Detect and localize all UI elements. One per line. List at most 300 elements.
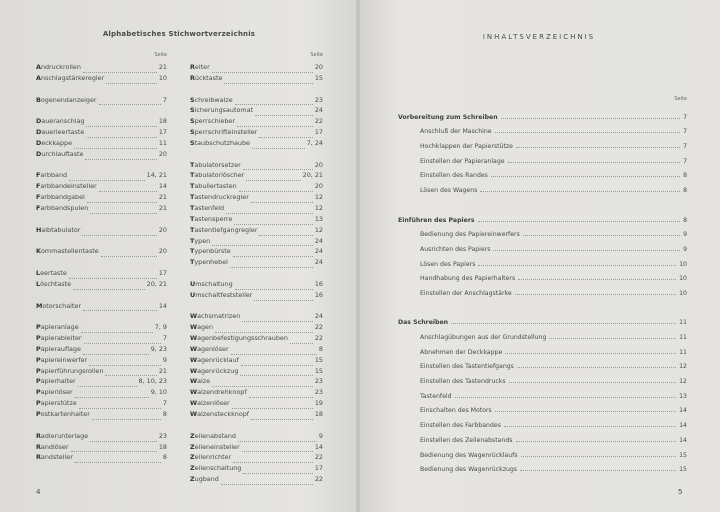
dot-leader <box>233 249 313 257</box>
index-gap <box>36 311 167 322</box>
toc-entry-page: 12 <box>679 378 687 386</box>
index-entry <box>190 409 323 420</box>
index-pages: 8 <box>162 410 167 418</box>
index-entry <box>190 214 323 225</box>
dot-leader <box>212 379 313 387</box>
index-term: Radierunterlage <box>36 431 89 440</box>
toc-entry <box>398 121 687 136</box>
index-column-2 <box>190 52 323 485</box>
toc-entry <box>398 444 687 459</box>
index-term: Schreibwalze <box>190 95 233 104</box>
toc-entry-title: Bedienung des Papiereinwerfers <box>420 231 520 239</box>
dot-leader <box>243 162 313 170</box>
index-gap <box>190 268 323 279</box>
index-term: Tabulatorlöscher <box>190 171 245 180</box>
toc-entry-page: 7 <box>683 143 687 151</box>
dot-leader <box>86 130 157 138</box>
index-pages: 23 <box>314 95 323 104</box>
index-term: Zeilenschaltung <box>190 464 242 473</box>
index-entry <box>190 236 323 247</box>
dot-leader <box>241 358 313 366</box>
index-term: Zugband <box>190 475 219 484</box>
index-pages: 15 <box>314 366 323 375</box>
index-pages: 24 <box>314 106 323 115</box>
seite-label: Seite <box>154 52 167 58</box>
dot-leader <box>84 336 161 344</box>
index-gap <box>36 105 167 116</box>
index-pages: 7 <box>162 95 167 104</box>
dot-leader <box>515 294 676 295</box>
index-entry <box>190 160 323 171</box>
dot-leader <box>491 176 680 177</box>
index-pages: 9, 10 <box>150 388 167 397</box>
toc-title: INHALTSVERZEICHNIS <box>482 33 596 41</box>
index-entry <box>36 333 167 344</box>
index-pages: 9, 23 <box>150 344 167 353</box>
toc-entry <box>398 341 687 356</box>
dot-leader <box>82 228 156 236</box>
index-entry <box>190 442 323 453</box>
index-title: Alphabetisches Stichwortverzeichnis <box>102 30 256 38</box>
toc-entry-page: 11 <box>679 334 687 341</box>
index-term: Tabulatorsetzer <box>190 160 241 169</box>
index-pages: 14 <box>158 301 167 310</box>
index-pages: 7, 24 <box>306 138 323 147</box>
toc-section-heading <box>398 209 687 224</box>
index-entry <box>190 290 323 301</box>
index-pages: 23 <box>314 388 323 397</box>
index-pages: 14, 21 <box>146 171 167 180</box>
dot-leader <box>215 325 313 333</box>
index-entry <box>36 409 167 420</box>
toc-entry <box>398 385 687 400</box>
index-entry <box>36 95 167 106</box>
index-pages: 12 <box>314 203 323 212</box>
dot-leader <box>520 470 676 471</box>
toc-entry-page: 8 <box>683 216 687 224</box>
index-gap <box>190 149 323 160</box>
toc-entry <box>398 150 687 165</box>
index-pages: 12 <box>314 225 323 234</box>
index-entry <box>190 105 323 116</box>
seite-label: Seite <box>310 52 323 58</box>
index-entry <box>36 203 167 214</box>
dot-leader <box>242 314 313 322</box>
index-pages: 20, 21 <box>302 171 323 180</box>
index-entry <box>190 355 323 366</box>
dot-leader <box>212 65 313 73</box>
index-pages: 23 <box>314 377 323 386</box>
index-pages: 20 <box>314 63 323 71</box>
toc-entry <box>398 165 687 180</box>
index-entry <box>36 246 167 257</box>
toc-entry-page: 15 <box>679 451 687 459</box>
index-term: Sicherungsautomat <box>190 106 254 115</box>
index-term: Deckkappe <box>36 138 73 147</box>
toc-entry-title: Einstellen des Zeilenabstands <box>420 436 513 444</box>
index-pages: 24 <box>314 258 323 267</box>
dot-leader <box>224 76 312 84</box>
index-entry <box>36 301 167 312</box>
index-term: Tastentiefgangregler <box>190 225 258 234</box>
index-pages: 9 <box>318 431 323 440</box>
index-term: Walzendrehknopf <box>190 388 247 397</box>
index-entry <box>190 170 323 181</box>
index-pages: 21 <box>158 366 167 375</box>
index-entry <box>190 203 323 214</box>
toc-entry-title: Einschalten des Motors <box>420 407 492 415</box>
index-entry <box>190 452 323 463</box>
table-of-contents <box>398 96 687 473</box>
dot-leader <box>518 279 676 280</box>
index-entry <box>36 170 167 181</box>
index-pages: 17 <box>314 464 323 473</box>
toc-entry-title: Bedienung des Wagenrücklaufs <box>420 451 518 459</box>
index-pages: 17 <box>314 128 323 137</box>
index-term: Andruckrollen <box>36 63 81 71</box>
page-number-left: 4 <box>36 488 41 496</box>
dot-leader <box>99 184 157 192</box>
dot-leader <box>233 455 313 463</box>
dot-leader <box>523 235 680 236</box>
toc-entry-title: Einstellen der Papieranlage <box>420 157 505 165</box>
toc-entry <box>398 414 687 429</box>
index-pages: 20 <box>158 149 167 158</box>
toc-entry-page: 13 <box>679 392 687 400</box>
index-term: Wagenrücklauf <box>190 355 239 364</box>
index-entry <box>36 225 167 236</box>
toc-entry-page: 14 <box>679 436 687 444</box>
index-term: Papierlöser <box>36 388 73 397</box>
index-gap <box>36 420 167 431</box>
toc-entry-page: 14 <box>679 407 687 415</box>
index-term: Wachsmatrizen <box>190 312 241 321</box>
index-entry <box>190 225 323 236</box>
index-pages: 18 <box>158 117 167 126</box>
index-term: Löschtaste <box>36 279 72 288</box>
index-term: Farbbandspulen <box>36 203 89 212</box>
index-term: Wagenbefestigungsschrauben <box>190 334 288 343</box>
dot-leader <box>231 347 317 355</box>
dot-leader <box>235 282 313 290</box>
dot-leader <box>505 353 676 354</box>
toc-entry <box>398 268 687 283</box>
index-term: Walze <box>190 377 211 386</box>
toc-entry-page: 9 <box>683 231 687 239</box>
dot-leader <box>455 397 677 398</box>
dot-leader <box>521 456 677 457</box>
toc-entry-title: Einstellen des Tastentiefgangs <box>420 363 514 371</box>
index-pages: 20 <box>158 225 167 234</box>
seite-label: Seite <box>674 96 687 102</box>
index-pages: 23 <box>158 431 167 440</box>
dot-leader <box>478 265 676 266</box>
index-gap <box>36 290 167 301</box>
index-term: Tabuliertasten <box>190 182 237 191</box>
toc-entry-page: 10 <box>679 275 687 283</box>
toc-entry <box>398 253 687 268</box>
index-term: Dauerleertaste <box>36 128 85 137</box>
index-entry <box>36 62 167 73</box>
dot-leader <box>252 141 305 149</box>
index-pages: 16 <box>314 290 323 299</box>
index-entry <box>36 376 167 387</box>
index-term: Zeileneinsteller <box>190 442 240 451</box>
index-term: Anschlagstärkeregler <box>36 73 105 82</box>
toc-entry-title: Anschlagübungen aus der Grundstellung <box>420 334 547 341</box>
toc-entry-title: Handhabung des Papierhalters <box>420 275 516 283</box>
index-term: Farbbandgabel <box>36 193 85 202</box>
toc-entry-title: Einstellen des Farbbandes <box>420 422 501 430</box>
index-pages: 18 <box>158 442 167 451</box>
index-pages: 13 <box>314 214 323 223</box>
toc-entry-page: 7 <box>683 128 687 136</box>
dot-leader <box>83 303 157 311</box>
index-pages: 10 <box>158 73 167 82</box>
index-entry <box>36 268 167 279</box>
toc-entry <box>398 370 687 385</box>
dot-leader <box>517 367 676 368</box>
dot-leader <box>237 119 313 127</box>
dot-leader <box>255 108 313 116</box>
dot-leader <box>251 412 313 420</box>
index-entry <box>190 376 323 387</box>
index-entry <box>36 181 167 192</box>
toc-entry <box>398 224 687 239</box>
index-entry <box>190 73 323 84</box>
dot-leader <box>212 238 313 246</box>
index-pages: 22 <box>314 334 323 343</box>
dot-leader <box>83 347 149 355</box>
dot-leader <box>508 162 680 163</box>
index-pages: 16 <box>314 279 323 288</box>
index-term: Papierstütze <box>36 399 77 408</box>
toc-entry-page: 10 <box>679 260 687 268</box>
dot-leader <box>86 119 156 127</box>
index-entry <box>190 279 323 290</box>
toc-entry-title: Einstellen der Anschlagstärke <box>420 289 512 297</box>
dot-leader <box>234 217 313 225</box>
index-entry <box>190 398 323 409</box>
index-entry <box>36 442 167 453</box>
index-pages: 8 <box>318 344 323 353</box>
toc-entry <box>398 238 687 253</box>
index-pages: 21 <box>158 203 167 212</box>
dot-leader <box>239 184 313 192</box>
index-gap <box>190 84 323 95</box>
dot-leader <box>226 206 313 214</box>
index-pages: 7, 9 <box>154 323 167 332</box>
index-term: Tastensperre <box>190 214 233 223</box>
toc-entry-page: 14 <box>679 422 687 430</box>
index-term: Leertaste <box>36 269 67 278</box>
toc-entry-title: Ausrichten des Papiers <box>420 245 491 253</box>
dot-leader <box>105 368 156 376</box>
toc-entry-title: Das Schreiben <box>398 319 449 327</box>
index-term: Daueranschlag <box>36 117 85 126</box>
index-pages: 20 <box>314 182 323 191</box>
toc-entry <box>398 326 687 341</box>
index-pages: 22 <box>314 323 323 332</box>
index-entry <box>190 95 323 106</box>
index-pages: 15 <box>314 73 323 82</box>
dot-leader <box>259 130 313 138</box>
index-term: Typen <box>190 236 211 245</box>
index-term: Walzensteckknopf <box>190 410 250 418</box>
index-entry <box>36 452 167 463</box>
index-entry <box>36 192 167 203</box>
toc-entry-title: Einstellen des Randes <box>420 172 488 180</box>
index-entry <box>190 181 323 192</box>
index-term: Halbtabulator <box>36 225 81 234</box>
index-term: Farbbandeinsteller <box>36 182 97 191</box>
dot-leader <box>230 260 313 268</box>
index-gap <box>36 257 167 268</box>
dot-leader <box>254 293 312 301</box>
page-number-right: 5 <box>678 488 683 496</box>
index-pages: 20 <box>314 160 323 169</box>
index-entry <box>190 116 323 127</box>
index-term: Reiter <box>190 63 210 71</box>
dot-leader <box>90 206 157 214</box>
index-pages: 24 <box>314 312 323 321</box>
index-pages: 19 <box>314 399 323 408</box>
index-pages: 17 <box>158 128 167 137</box>
index-entry <box>36 279 167 290</box>
dot-leader <box>509 382 677 383</box>
index-entry <box>190 138 323 149</box>
dot-leader <box>516 441 677 442</box>
index-entry <box>36 431 167 442</box>
toc-entry-page: 11 <box>679 319 687 327</box>
index-pages: 17 <box>158 269 167 278</box>
toc-entry-title: Lösen des Wagens <box>420 187 478 195</box>
index-term: Walzenlöser <box>190 399 230 408</box>
dot-leader <box>78 379 137 387</box>
index-gap <box>36 160 167 171</box>
index-entry <box>36 398 167 409</box>
toc-entry-page: 10 <box>679 289 687 297</box>
index-entry <box>36 366 167 377</box>
index-entry <box>190 333 323 344</box>
dot-leader <box>480 191 680 192</box>
index-term: Randlöser <box>36 442 69 451</box>
index-entry <box>190 322 323 333</box>
dot-leader <box>242 444 313 452</box>
index-entry <box>190 62 323 73</box>
index-pages: 21 <box>158 193 167 202</box>
index-term: Postkartenhalter <box>36 410 90 418</box>
index-term: Wagenrückzug <box>190 366 239 375</box>
toc-entry-page: 8 <box>683 172 687 180</box>
toc-entry-title: Hochklappen der Papierstütze <box>420 143 513 151</box>
index-pages: 20 <box>158 247 167 256</box>
index-term: Papieranlage <box>36 323 79 332</box>
index-term: Farbband <box>36 171 68 180</box>
index-entry <box>36 73 167 84</box>
toc-entry-title: Anschluß der Maschine <box>420 128 492 136</box>
index-entry <box>190 387 323 398</box>
toc-entry-page: 9 <box>683 245 687 253</box>
dot-leader <box>101 249 157 257</box>
toc-entry-title: Einstellen des Tastendrucks <box>420 378 506 386</box>
index-term: Durchlauftaste <box>36 149 84 158</box>
index-term: Wagen <box>190 323 214 332</box>
index-term: Umschaltung <box>190 279 233 288</box>
index-pages: 8 <box>162 453 167 462</box>
dot-leader <box>249 390 313 398</box>
toc-entry <box>398 356 687 371</box>
toc-entry <box>398 179 687 194</box>
dot-leader <box>74 141 157 149</box>
index-entry <box>190 311 323 322</box>
toc-entry-page: 12 <box>679 363 687 371</box>
dot-leader <box>251 195 313 203</box>
index-gap <box>190 420 323 431</box>
dot-leader <box>495 411 676 412</box>
dot-leader <box>71 444 157 452</box>
index-pages: 8, 10, 23 <box>138 377 167 386</box>
index-term: Sperrschieber <box>190 117 235 126</box>
left-page <box>0 0 358 512</box>
index-gap <box>190 301 323 312</box>
index-term: Sperrschrifteinsteller <box>190 128 258 137</box>
index-entry <box>190 246 323 257</box>
index-entry <box>36 344 167 355</box>
index-term: Motorschalter <box>36 301 81 310</box>
index-term: Papierauflage <box>36 344 81 353</box>
dot-leader <box>106 76 157 84</box>
toc-entry-page: 8 <box>683 187 687 195</box>
toc-entry <box>398 400 687 415</box>
dot-leader <box>235 97 313 105</box>
index-term: Papiereinwerfer <box>36 355 88 364</box>
index-entry <box>190 463 323 474</box>
index-term: Tastenfeld <box>190 203 225 212</box>
index-entry <box>190 344 323 355</box>
dot-leader <box>493 250 680 251</box>
toc-entry-page: 7 <box>683 157 687 165</box>
index-entry <box>190 257 323 268</box>
toc-entry-title: Vorbereitung zum Schreiben <box>398 113 498 121</box>
toc-entry <box>398 459 687 474</box>
toc-entry-title: Tastenfeld <box>420 392 452 400</box>
index-pages: 7 <box>162 399 167 408</box>
dot-leader <box>504 426 676 427</box>
index-entry <box>190 192 323 203</box>
dot-leader <box>238 434 317 442</box>
toc-entry-title: Einführen des Papiers <box>398 216 475 224</box>
dot-leader <box>69 173 145 181</box>
dot-leader <box>549 338 676 339</box>
index-term: Papierhalter <box>36 377 76 386</box>
index-entry <box>36 116 167 127</box>
index-entry <box>190 431 323 442</box>
index-term: Bogenendanzeiger <box>36 95 97 104</box>
index-term: Rücktaste <box>190 73 223 82</box>
index-term: Kommastellentaste <box>36 247 99 256</box>
index-term: Zeilenrichter <box>190 453 232 462</box>
toc-entry-title: Bedienung des Wagenrückzugs <box>420 466 518 474</box>
index-pages: 15 <box>314 355 323 364</box>
toc-entry <box>398 282 687 297</box>
index-pages: 14 <box>158 182 167 191</box>
index-entry <box>36 127 167 138</box>
toc-entry <box>398 135 687 150</box>
dot-leader <box>75 390 149 398</box>
dot-leader <box>81 325 153 333</box>
dot-leader <box>259 228 312 236</box>
